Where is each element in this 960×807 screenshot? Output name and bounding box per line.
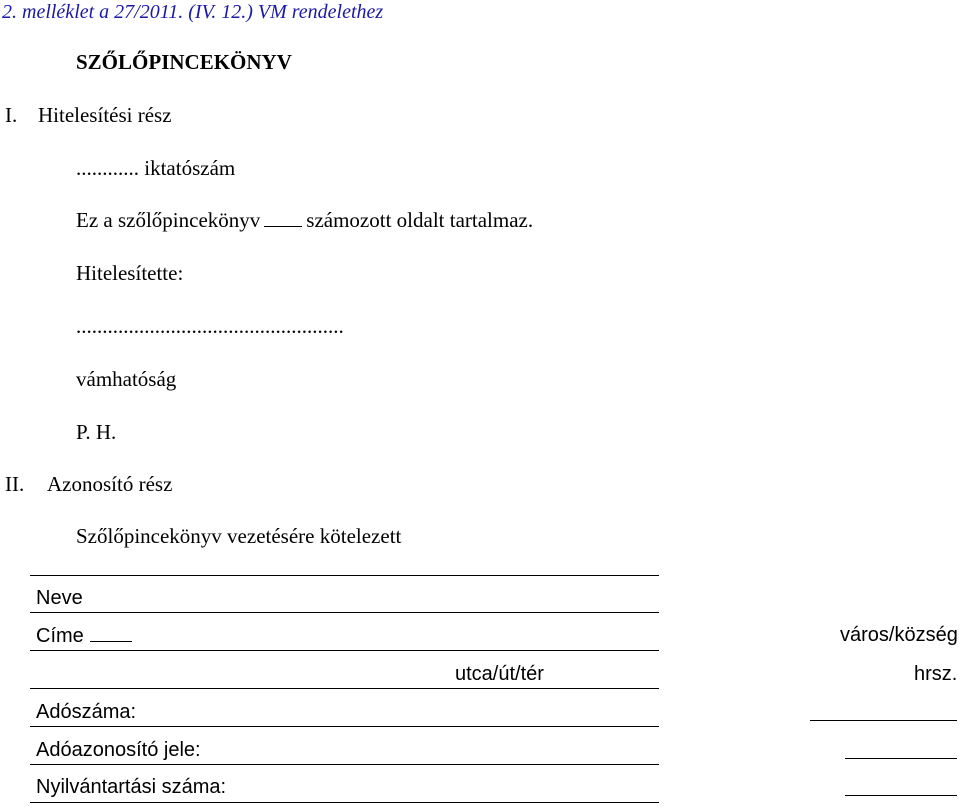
tax-number-field-line[interactable] (30, 726, 659, 727)
lot-number-label: hrsz. (914, 663, 958, 685)
tax-id-label: Adóazonosító jele: (36, 739, 201, 761)
registration-right-line[interactable] (845, 795, 957, 796)
document-title: SZŐLŐPINCEKÖNYV (76, 50, 292, 74)
signature-dots: ................................................... (76, 314, 344, 338)
pages-statement (76, 208, 533, 232)
authority-label: vámhatóság (76, 367, 177, 391)
form-line-top (30, 575, 659, 576)
registration-number-label: Nyilvántartási száma: (36, 776, 227, 798)
street-field-line[interactable] (30, 688, 659, 689)
obligated-party-label: Szőlőpincekönyv vezetésére kötelezett (76, 524, 402, 548)
street-label: utca/út/tér (455, 663, 544, 685)
section1-heading: Hitelesítési rész (38, 103, 172, 127)
tax-number-right-line[interactable] (810, 720, 957, 721)
registration-field-line[interactable] (30, 802, 659, 803)
address-label-text: Címe (36, 625, 84, 647)
tax-number-label: Adószáma: (36, 701, 137, 723)
certified-by-label: Hitelesítette: (76, 261, 184, 285)
name-label: Neve (36, 587, 83, 609)
section1-label: I. (5, 103, 18, 127)
annex-header: 2. melléklet a 27/2011. (IV. 12.) VM rendelethez (2, 1, 384, 23)
registry-number-line: ............ iktatószám (76, 156, 236, 180)
tax-id-field-line[interactable] (30, 764, 659, 765)
address-label (36, 623, 132, 648)
seal-label: P. H. (76, 420, 117, 444)
city-label: város/község (840, 624, 958, 646)
tax-id-right-line[interactable] (845, 758, 957, 759)
pages-text-before: Ez a szőlőpincekönyv (76, 208, 261, 232)
page-count-blank[interactable] (264, 208, 302, 227)
section2-label: II. (5, 472, 25, 496)
section2-heading: Azonosító rész (47, 472, 173, 496)
name-field-line[interactable] (30, 612, 659, 613)
address-blank[interactable] (90, 623, 132, 642)
pages-text-after: számozott oldalt tartalmaz. (306, 208, 534, 232)
city-field-line[interactable] (30, 650, 659, 651)
